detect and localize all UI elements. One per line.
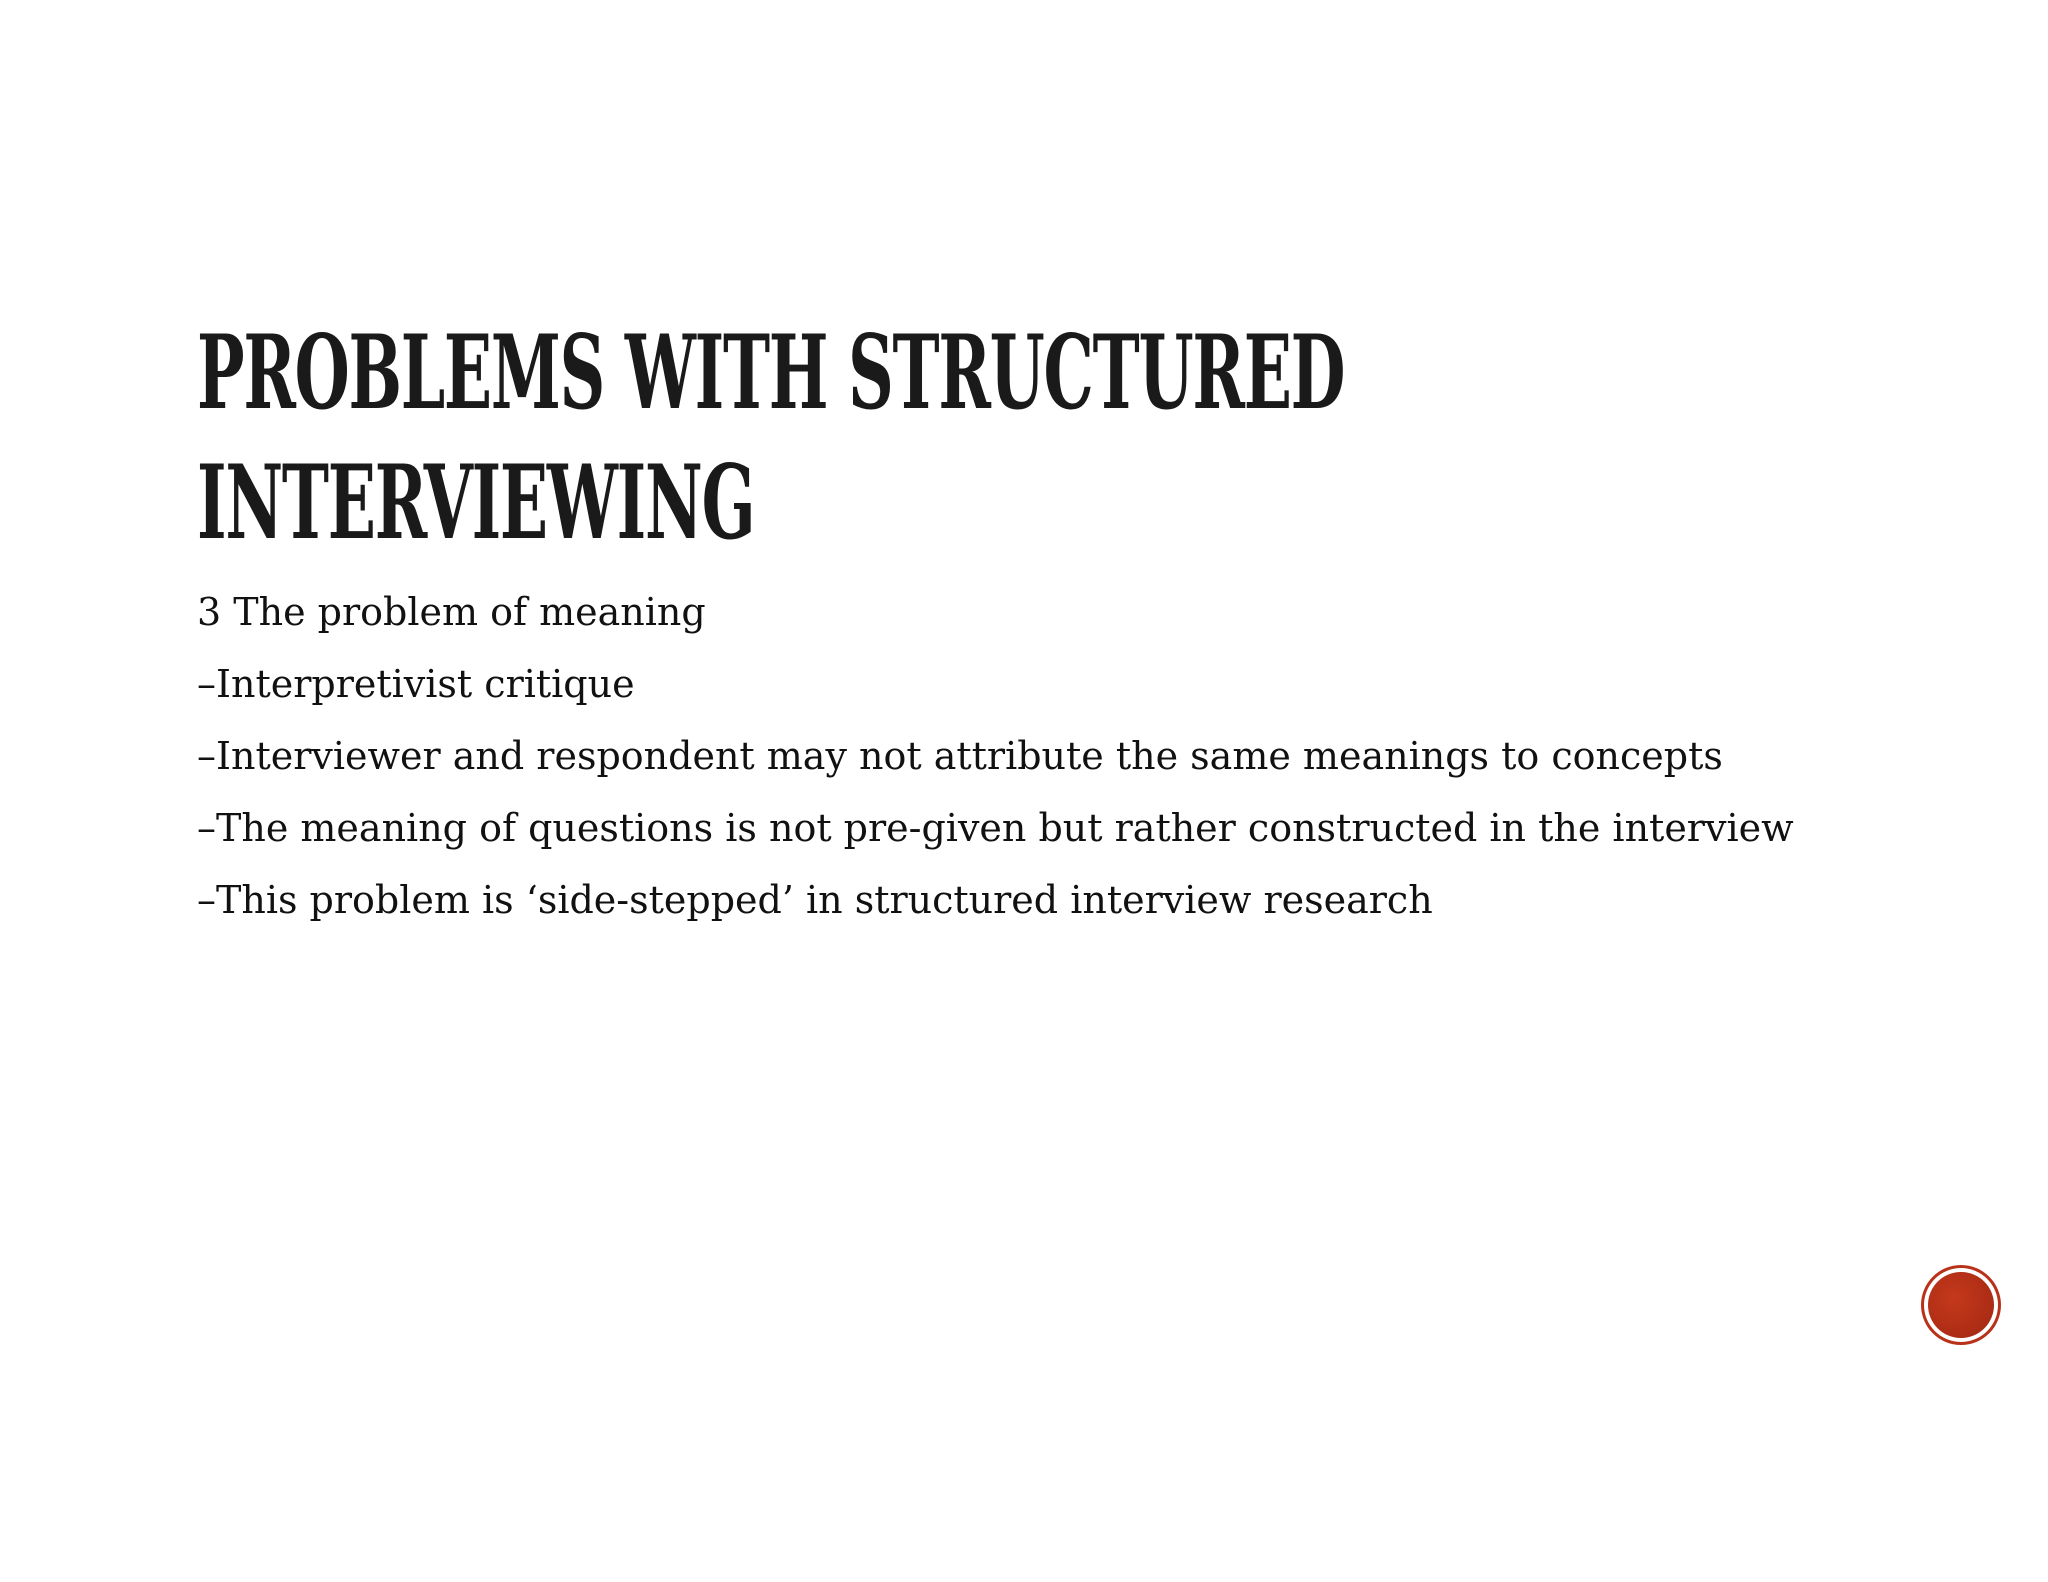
slide-title-line: PROBLEMS WITH STRUCTURED — [197, 313, 1345, 433]
body-line: –The meaning of questions is not pre-given but rather constructed in the interview — [197, 806, 1794, 850]
slide-title-line: INTERVIEWING — [197, 443, 755, 563]
slide-nav-circle-fill — [1928, 1272, 1994, 1338]
body-line: –Interpretivist critique — [197, 662, 635, 706]
slide-title — [197, 308, 1345, 568]
body-line: –Interviewer and respondent may not attribute the same meanings to concepts — [197, 734, 1723, 778]
body-line: –This problem is ‘side-stepped’ in structured interview research — [197, 878, 1433, 922]
slide-body-list — [197, 576, 1897, 936]
body-line-heading: 3 The problem of meaning — [197, 590, 706, 634]
slide-nav-circle-icon[interactable] — [1924, 1268, 1998, 1342]
